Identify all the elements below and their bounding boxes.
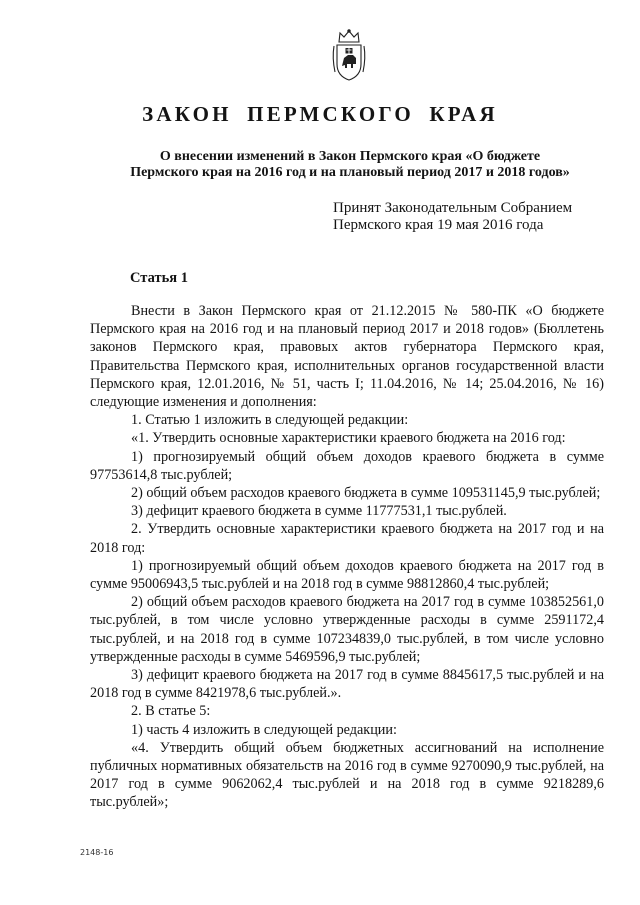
paragraph: 2. Утвердить основные характеристики краевого бюджета на 2017 год и на 2018 год: [90,521,604,556]
adoption-note [333,200,633,234]
paragraph: 3) дефицит краевого бюджета в сумме 11777531,1 тыс.рублей. [131,503,507,520]
document-subtitle [80,149,620,181]
paragraph: 2. В статье 5: [131,703,211,720]
paragraph: 1) прогнозируемый общий объем доходов краевого бюджета в сумме 97753614,8 тыс.рублей; [90,448,604,483]
paragraph: 1. Статью 1 изложить в следующей редакции: [131,412,409,429]
article-body [90,294,604,812]
paragraph: 2) общий объем расходов краевого бюджета на 2017 год в сумме 103852561,0 тыс.рублей, в том числе условно утвержденные расходы в сумме 2591172,4 тыс.рублей, и на 2018 год в сумме 107234839,0 тыс.рублей, в том числе условно утвержденные расходы в сумме 5469596,9 тыс.рублей; [90,594,604,665]
adoption-line-1: Принят Законодательным Собранием [333,200,573,216]
perm-krai-coat-of-arms-icon [331,28,367,82]
paragraph: 3) дефицит краевого бюджета на 2017 год в сумме 8845617,5 тыс.рублей и на 2018 год в сумме 8421978,6 тыс.рублей.». [90,667,604,702]
paragraph: Внести в Закон Пермского края от 21.12.2015 № 580-ПК «О бюджете Пермского края на 2016 год и на плановый период 2017 и 2018 годов» (Бюллетень законов Пермского края, правовых актов губернатора Пермского края, Правительства Пермского края, исполнительных органов государственной власти Пермского края, 12.01.2016, № 51, часть I; 11.04.2016, № 14; 25.04.2016, № 16) следующие изменения и дополнения: [90,303,604,411]
document-code: 2148-16 [80,848,114,857]
paragraph: 2) общий объем расходов краевого бюджета в сумме 109531145,9 тыс.рублей; [131,485,601,502]
paragraph: «1. Утвердить основные характеристики краевого бюджета на 2016 год: [131,430,566,447]
subtitle-line-1: О внесении изменений в Закон Пермского края «О бюджете [159,149,541,164]
paragraph: 1) часть 4 изложить в следующей редакции: [131,721,397,738]
adoption-line-2: Пермского края 19 мая 2016 года [333,217,544,233]
paragraph: «4. Утвердить общий объем бюджетных ассигнований на исполнение публичных нормативных обязательств на 2016 год в сумме 9270090,9 тыс.рублей, на 2017 год в сумме 9062062,4 тыс.рублей и на 2018 год в сумме 9218289,6 тыс.рублей»; [90,739,604,811]
paragraph: 1) прогнозируемый общий объем доходов краевого бюджета на 2017 год в сумме 95006943,5 тыс.рублей и на 2018 год в сумме 98812860,4 тыс.рублей; [90,557,604,593]
document-title: ЗАКОН ПЕРМСКОГО КРАЯ [142,102,498,126]
article-heading: Статья 1 [130,270,188,286]
subtitle-line-2: Пермского края на 2016 год и на плановый период 2017 и 2018 годов» [130,165,570,180]
